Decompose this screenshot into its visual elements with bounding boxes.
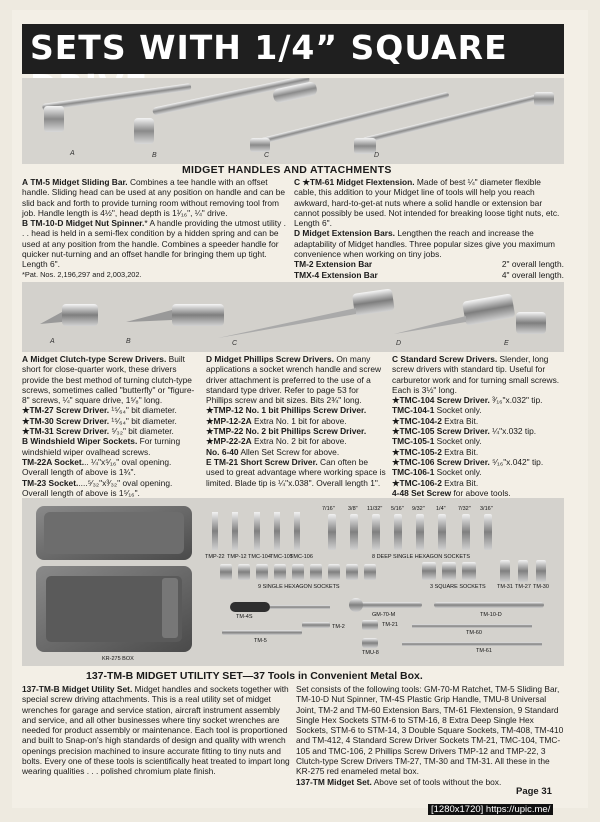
photo2-label-a: A bbox=[50, 338, 55, 345]
section2-col2 bbox=[206, 354, 386, 488]
item-tmc105: ★TMC-105 Screw Driver. ¼"x.032 tip. bbox=[392, 426, 537, 437]
label-box: KR-275 BOX bbox=[102, 656, 134, 662]
size-label: 3/16" bbox=[480, 506, 493, 512]
photo1-label-c: C bbox=[264, 152, 270, 159]
watermark: [1280x1720] https://upic.me/ bbox=[428, 804, 553, 815]
photo2-label-d: D bbox=[396, 340, 402, 347]
bottom-right-text: Set consists of the following tools: GM-70-M Ratchet, TM-5 Sliding Bar, TM-10-D Nut Spinner, TM-4S Plastic Grip Handle, TMU-8 Universal Joint, TM-2 and TM-60 Extension Bars, TM-61 Flextension, 9 Standard Single Hex Sockets STM-6 to STM-16, 8 Extra Deep Single Hex Sockets, STM-6 to STM-14, 3 Double Square Sockets, TM-408, TM-410 and TM-412, 4 Standard Screw Driver Sockets TM-21, TMC-104, TMC-105 and TMC-106, 2 Phillips Screw Drivers TMP-12 and TMP-22, 3 Clutch-type Screw Drivers TM-27, TM-30 and TM-31. All these in the KR-275 red enameled metal box. 137-TM Midget Set. Above set of tools without the box. bbox=[296, 684, 564, 787]
label-deep-sockets: 8 DEEP SINGLE HEXAGON SOCKETS bbox=[372, 554, 471, 560]
label-tm5: TM-5 bbox=[254, 638, 267, 644]
section1-right-text bbox=[294, 177, 564, 290]
section2-col1 bbox=[22, 354, 200, 498]
label-tm61: TM-61 bbox=[476, 648, 492, 654]
label-tmu8: TMU-8 bbox=[362, 650, 379, 656]
photo-screwdrivers bbox=[22, 282, 564, 352]
label-tm31: TM-31 bbox=[497, 584, 513, 590]
label-tm4s: TM-4S bbox=[236, 614, 253, 620]
item-allen-screw: No. 6-40 Allen Set Screw for above. bbox=[206, 446, 340, 457]
item-tm22a: TM-22A Socket... ¼"x⁵⁄₁₆" oval opening. Overall length of above is 1¾". bbox=[22, 456, 172, 478]
label-square-sockets: 3 SQUARE SOCKETS bbox=[430, 584, 486, 590]
photo-handles bbox=[22, 78, 564, 164]
item-set-screw: 4-48 Set Screw for above tools. bbox=[392, 487, 511, 498]
item-extension-bars: D Midget Extension Bars. Lengthen the reach and increase the adaptability of Midget handles. Three popular sizes give you maximum convenience when working on tiny jobs. bbox=[294, 228, 556, 260]
set-caption: 137-TM-B MIDGET UTILITY SET—37 Tools in Convenient Metal Box. bbox=[86, 670, 423, 682]
item-tmp22: ★TMP-22 No. 2 bit Phillips Screw Driver. bbox=[206, 426, 367, 437]
label-single-sockets: 9 SINGLE HEXAGON SOCKETS bbox=[258, 584, 340, 590]
item-standard-drivers: C Standard Screw Drivers. Slender, long screw drivers with standard tip. Useful for carburetor work and for turning small screws. Each is 3½" long. bbox=[392, 354, 560, 395]
item-tm5: A TM-5 Midget Sliding Bar. Combines a tee handle with an offset handle. Sliding head can be used at any position on handle and can be slid back and forth to provide turning room without removing tool from job. Handle length is 4½", head depth is 1¹⁄₁₆", ¼" drive. bbox=[22, 177, 286, 218]
ext-bar-row: TMX-4 Extension Bar 4" overall length. bbox=[294, 269, 564, 280]
item-wiper-sockets: B Windshield Wiper Sockets. For turning windshield wiper ovalhead screws. bbox=[22, 436, 181, 457]
size-label: 3/8" bbox=[348, 506, 358, 512]
photo-utility-set bbox=[22, 498, 564, 666]
patent-note: *Pat. Nos. 2,196,297 and 2,003,202. bbox=[22, 269, 142, 279]
size-label: 9/32" bbox=[412, 506, 425, 512]
size-label: 7/16" bbox=[322, 506, 335, 512]
item-tmc104-1: TMC-104-1 Socket only. bbox=[392, 405, 482, 416]
item-tmc106-1: TMC-106-1 Socket only. bbox=[392, 467, 482, 478]
item-tm61: C ★TM-61 Midget Flextension. Made of best ¼" diameter flexible cable, this addition to your Midget line of tools will help you reach awkward, hard-to-get-at nuts where a solid handle or extension bar cannot possibly be used. Not intended for breaking loose tight nuts, etc. Length 6". bbox=[294, 177, 560, 229]
item-tmc105-2: ★TMC-105-2 Extra Bit. bbox=[392, 446, 479, 457]
photo2-label-c: C bbox=[232, 340, 238, 347]
item-mp12-2a: ★MP-12-2A Extra No. 1 bit for above. bbox=[206, 415, 347, 426]
photo1-label-b: B bbox=[152, 152, 157, 159]
bottom-left-text: 137-TM-B Midget Utility Set. Midget handles and sockets together with special screw driving attachments. This is a real utility set of midget wrenches for garage and service station, aircraft instrument assembly and service, and all other businesses where tiny socket wrenches are needed for product assembly or maintenance. Each tool is proportioned and built to Snap-on's high standards of design and quality with wrench openings precision machined to insure accurate fitting to tiny nuts and bolts. Every one of these tools is scientifically heat treated to impart long wearing qualities . . . polished chromium plate finish. bbox=[22, 684, 290, 777]
section1-left-text bbox=[22, 177, 286, 280]
item-mp22-2a: ★MP-22-2A Extra No. 2 bit for above. bbox=[206, 436, 347, 447]
item-tm31: ★TM-31 Screw Driver. ⁵⁄₃₂" bit diameter. bbox=[22, 426, 174, 437]
ext-bar-row: TM-2 Extension Bar 2" overall length. bbox=[294, 259, 564, 270]
item-tm23: TM-23 Socket.....⁵⁄₃₂"x³⁄₃₂" oval opening. Overall length of above is 1⁵⁄₁₆". bbox=[22, 477, 173, 498]
item-tm27: ★TM-27 Screw Driver. ¹⁵⁄₆₄" bit diameter. bbox=[22, 405, 177, 416]
section1-heading: MIDGET HANDLES AND ATTACHMENTS bbox=[182, 164, 392, 176]
label-tmc105: TMC-105 bbox=[270, 554, 293, 560]
item-tm10d: B TM-10-D Midget Nut Spinner.* A handle providing the utmost utility . . . head is held in a semi-flex condition by a hidden spring and can be used at any position from the handle. Combines a speeder handle for quicker nut-turning and an offset handle for bringing them up tight. Length 6". bbox=[22, 218, 286, 270]
label-tm2: TM-2 bbox=[332, 624, 345, 630]
item-tmc106: ★TMC-106 Screw Driver. ⁵⁄₁₆"x.042" tip. bbox=[392, 456, 544, 467]
item-tmc105-1: TMC-105-1 Socket only. bbox=[392, 436, 482, 447]
item-tm30: ★TM-30 Screw Driver. ¹⁵⁄₆₄" bit diameter. bbox=[22, 415, 177, 426]
title-banner bbox=[22, 24, 564, 74]
label-tmp12: TMP-12 bbox=[227, 554, 247, 560]
label-tmc106: TMC-106 bbox=[290, 554, 313, 560]
item-tmp12: ★TMP-12 No. 1 bit Phillips Screw Driver. bbox=[206, 405, 367, 416]
label-tm30: TM-30 bbox=[533, 584, 549, 590]
page-title: SETS WITH 1/4” SQUARE bbox=[30, 28, 508, 67]
item-tmc104-2: ★TMC-104-2 Extra Bit. bbox=[392, 415, 479, 426]
item-phillips-drivers: D Midget Phillips Screw Drivers. On many applications a socket wrench handle and screw driver attachment is preferred to the use of a standard type driver. Refer to page 53 for Phillips screw and bit sizes. Bits 2¾" long. bbox=[206, 354, 382, 406]
size-label: 7/32" bbox=[458, 506, 471, 512]
label-gm70m: GM-70-M bbox=[372, 612, 396, 618]
photo1-label-a: A bbox=[70, 150, 75, 157]
photo2-label-b: B bbox=[126, 338, 131, 345]
item-tmc104: ★TMC-104 Screw Driver. ³⁄₁₆"x.032" tip. bbox=[392, 395, 543, 406]
catalog-page bbox=[12, 10, 588, 808]
label-tm10d: TM-10-D bbox=[480, 612, 502, 618]
label-tm21: TM-21 bbox=[382, 622, 398, 628]
item-tmc106-2: ★TMC-106-2 Extra Bit. bbox=[392, 477, 479, 488]
page-number: Page 31 bbox=[516, 786, 552, 797]
size-label: 1/4" bbox=[436, 506, 446, 512]
item-clutch-drivers: A Midget Clutch-type Screw Drivers. Built short for close-quarter work, these drivers provide the best method of turning clutch-type screws, sometimes called "butterfly" or "figure-8" screws, ¼" square drive, 1⁵⁄₈" long. bbox=[22, 354, 195, 406]
photo2-label-e: E bbox=[504, 340, 509, 347]
photo1-label-d: D bbox=[374, 152, 380, 159]
size-label: 5/16" bbox=[391, 506, 404, 512]
size-label: 11/32" bbox=[367, 506, 383, 512]
label-tmc104: TMC-104 bbox=[248, 554, 271, 560]
label-tm27: TM-27 bbox=[515, 584, 531, 590]
label-tm60: TM-60 bbox=[466, 630, 482, 636]
label-tmp22: TMP-22 bbox=[205, 554, 225, 560]
item-tm21: E TM-21 Short Screw Driver. Can often be used to great advantage where working space is limited. Blade tip is ¼"x.038". Overall length 1". bbox=[206, 456, 386, 488]
section2-col3 bbox=[392, 354, 564, 498]
